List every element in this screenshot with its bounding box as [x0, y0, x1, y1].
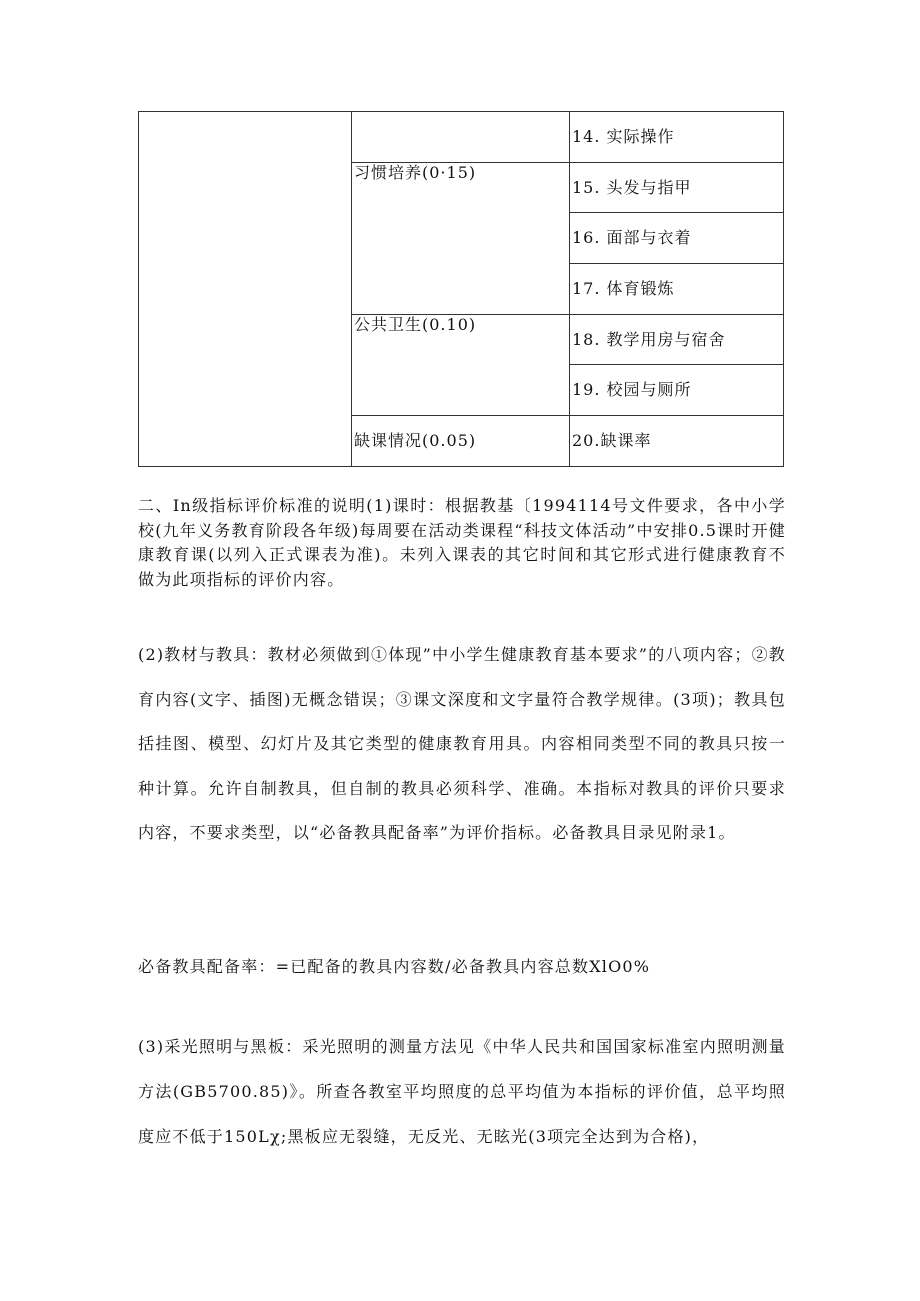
subcategory-cell	[352, 112, 570, 163]
lighting-blackboard-paragraph: (3)采光照明与黑板：采光照明的测量方法见《中华人民共和国国家标准室内照明测量方法(GB5700.85)》。所查各教室平均照度的总平均值为本指标的评价值，总平均照度应不低于150Lχ;黑板应无裂缝，无反光、无眩光(3项完全达到为合格)，	[138, 1037, 786, 1146]
criteria-table	[138, 111, 784, 467]
item-cell: 20.缺课率	[570, 416, 784, 467]
subcategory-cell: 习惯培养(0·15)	[352, 162, 570, 314]
table-row	[139, 112, 784, 163]
teaching-materials-paragraph: (2)教材与教具：教材必须做到①体现”中小学生健康教育基本要求”的八项内容；②教育内容(文字、插图)无概念错误；③课文深度和文字量符合教学规律。(3项)；教具包括挂图、模型、幻灯片及其它类型的健康教育用具。内容相同类型不同的教具只按一种计算。允许自制教具，但自制的教具必须科学、准确。本指标对教具的评价只要求内容，不要求类型，以“必备教具配备率”为评价指标。必备教具目录见附录1。	[138, 645, 786, 842]
item-cell: 16. 面部与衣着	[570, 213, 784, 264]
item-cell: 18. 教学用房与宿舍	[570, 314, 784, 365]
item-cell: 14. 实际操作	[570, 112, 784, 163]
item-cell: 15. 头发与指甲	[570, 162, 784, 213]
subcategory-cell: 缺课情况(0.05)	[352, 416, 570, 467]
item-cell: 19. 校园与厕所	[570, 365, 784, 416]
class-hours-paragraph: 二、In级指标评价标准的说明(1)课时：根据教基〔1994114号文件要求，各中小学校(九年义务教育阶段各年级)每周要在活动类课程“科技文体活动”中安排0.5课时开健康教育课(以列入正式课表为准)。未列入课表的其它时间和其它形式进行健康教育不做为此项指标的评价内容。	[138, 496, 786, 589]
item-cell: 17. 体育锻炼	[570, 264, 784, 315]
equipment-rate-formula: 必备教具配备率：=已配备的教具内容数/必备教具内容总数XlO0%	[138, 957, 651, 976]
subcategory-cell: 公共卫生(0.10)	[352, 314, 570, 415]
category-cell	[139, 112, 352, 467]
